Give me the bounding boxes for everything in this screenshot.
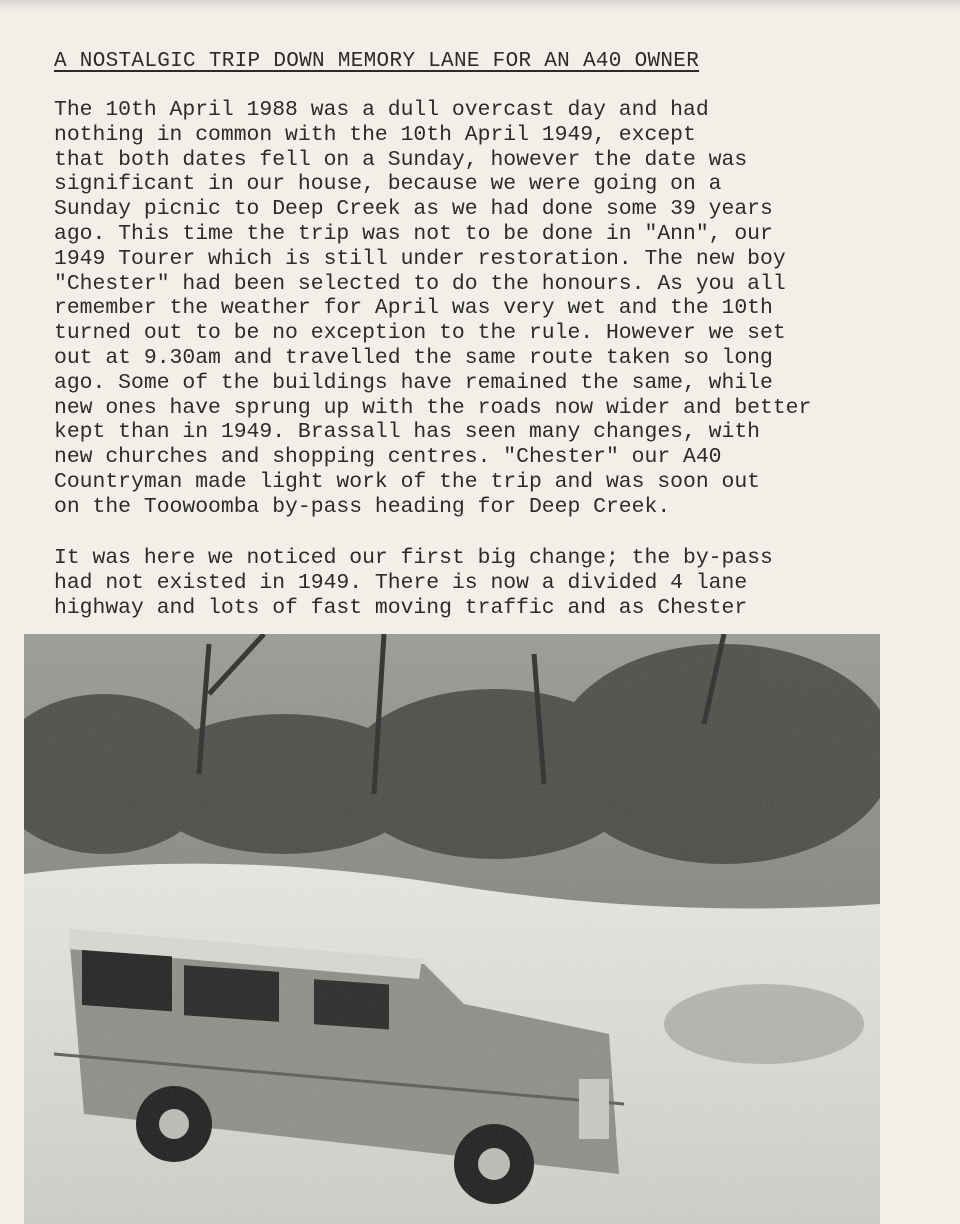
text-line: Countryman made light work of the trip and was soon out [54,469,761,494]
text-line: new ones have sprung up with the roads now wider and better [54,395,812,420]
text-line: It was here we noticed our first big change; the by-pass [54,546,773,570]
page-top-edge [0,0,960,12]
text-line: out at 9.30am and travelled the same route taken so long [54,345,773,370]
text-line: that both dates fell on a Sunday, however the date was [54,147,748,172]
text-line: remember the weather for April was very wet and the 10th [54,296,773,321]
text-line: The 10th April 1988 was a dull overcast day and had [54,98,709,122]
text-line: 1949 Tourer which is still under restoration. The new boy [54,246,786,271]
paragraph-1 [54,98,954,520]
text-line: nothing in common with the 10th April 1949, except [54,122,696,147]
text-line: significant in our house, because we were going on a [54,172,722,197]
text-line: kept than in 1949. Brassall has seen many changes, with [54,420,761,445]
text-line: on the Toowoomba by-pass heading for Deep Creek. [54,494,671,519]
text-line: ago. This time the trip was not to be done in "Ann", our [54,221,773,246]
article-title: A NOSTALGIC TRIP DOWN MEMORY LANE FOR AN A40 OWNER [54,50,700,73]
text-line: had not existed in 1949. There is now a divided 4 lane [54,570,748,595]
text-line: highway and lots of fast moving traffic and as Chester [54,595,748,620]
text-line: new churches and shopping centres. "Chester" our A40 [54,445,722,470]
text-line: "Chester" had been selected to do the honours. As you all [54,271,786,296]
text-line: Sunday picnic to Deep Creek as we had done some 39 years [54,197,773,222]
paragraph-2 [54,546,954,620]
text-line: turned out to be no exception to the rule. However we set [54,321,786,346]
car-photo [24,634,880,1224]
text-line: ago. Some of the buildings have remained the same, while [54,370,773,395]
